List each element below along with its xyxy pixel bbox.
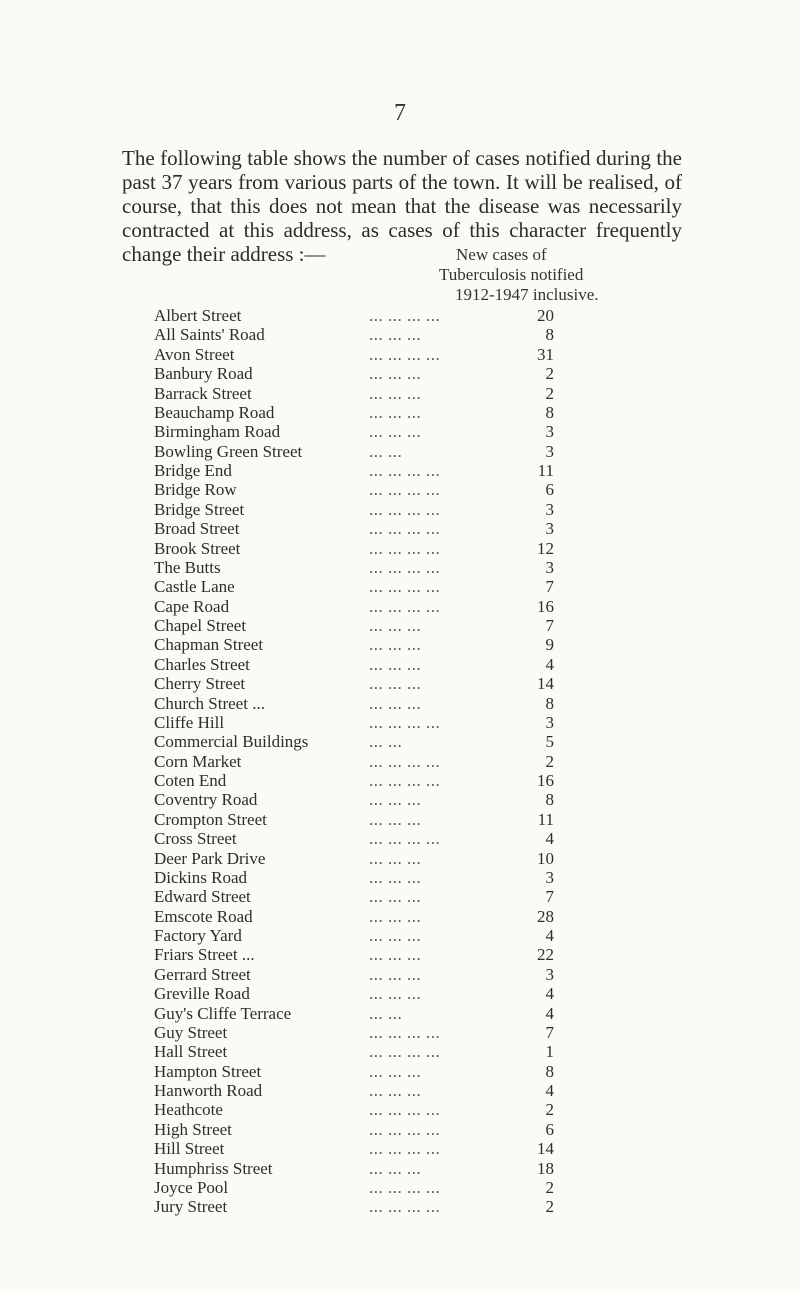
street-name: Brook Street (154, 538, 241, 558)
case-count: 4 (545, 654, 554, 674)
table-row (154, 1004, 554, 1023)
street-name: Hill Street (154, 1139, 225, 1159)
leader-dots: ... ... ... ... (369, 306, 441, 325)
intro-paragraph: The following table shows the number of cases notified during the past 37 years from various parts of the town. It will be realised, of course, that this does not mean that the disease was necessarily contracted at this address, as cases of this character frequently change their address :— (122, 146, 682, 266)
leader-dots: ... ... ... (369, 422, 422, 442)
case-count: 2 (545, 383, 554, 403)
leader-dots: ... ... ... ... (369, 461, 441, 480)
table-row (154, 384, 554, 403)
case-count: 4 (545, 1081, 554, 1100)
leader-dots: ... ... ... ... (369, 1100, 441, 1120)
table-row (154, 907, 554, 926)
case-count: 7 (545, 1022, 554, 1042)
case-count: 4 (545, 829, 554, 849)
leader-dots: ... ... ... ... (369, 538, 441, 558)
street-name: Birmingham Road (154, 422, 281, 442)
page-number: 7 (394, 100, 406, 126)
table-row (154, 810, 554, 829)
table-row (154, 790, 554, 809)
table-row (154, 1042, 554, 1061)
table-row (154, 1120, 554, 1139)
street-name: Bridge Row (154, 480, 237, 500)
leader-dots: ... ... ... ... (369, 1022, 441, 1042)
case-count: 3 (545, 712, 554, 732)
table-row (154, 965, 554, 984)
table-row (154, 364, 554, 383)
street-name: Castle Lane (154, 577, 235, 597)
street-name: Jury Street (154, 1197, 228, 1217)
case-count: 6 (545, 480, 554, 500)
case-count: 2 (545, 364, 554, 384)
table-row (154, 849, 554, 868)
case-count: 3 (545, 499, 554, 519)
leader-dots: ... ... ... ... (369, 480, 441, 500)
leader-dots: ... ... ... ... (369, 1177, 441, 1197)
leader-dots: ... ... ... (369, 693, 422, 713)
case-count: 7 (545, 887, 554, 907)
table-row (154, 655, 554, 674)
table-row (154, 500, 554, 519)
case-count: 8 (545, 790, 554, 810)
leader-dots: ... ... ... (369, 1158, 422, 1178)
case-count: 16 (537, 596, 554, 616)
leader-dots: ... ... (369, 441, 403, 461)
table-row (154, 442, 554, 461)
case-count: 14 (537, 674, 554, 694)
table-row (154, 674, 554, 693)
leader-dots: ... ... ... (369, 1081, 422, 1100)
table-row (154, 1100, 554, 1119)
column-heading-line-2: Tuberculosis notified (439, 265, 584, 284)
table-row (154, 325, 554, 344)
street-name: Edward Street (154, 887, 251, 907)
street-name: Hampton Street (154, 1061, 262, 1081)
table-row (154, 597, 554, 616)
street-name: Emscote Road (154, 906, 253, 926)
leader-dots: ... ... ... ... (369, 344, 441, 364)
case-count: 12 (537, 538, 554, 558)
case-count: 3 (545, 519, 554, 539)
street-name: Bridge Street (154, 499, 245, 519)
street-name: High Street (154, 1119, 232, 1139)
table-row (154, 480, 554, 499)
street-name: All Saints' Road (154, 325, 265, 345)
leader-dots: ... ... ... ... (369, 577, 441, 597)
leader-dots: ... ... ... (369, 674, 422, 694)
table-row (154, 403, 554, 422)
street-name: Charles Street (154, 654, 250, 674)
case-count: 7 (545, 616, 554, 635)
table-row (154, 1178, 554, 1197)
case-count: 6 (545, 1119, 554, 1139)
case-count: 3 (545, 441, 554, 461)
case-count: 1 (545, 1042, 554, 1062)
street-name: Cliffe Hill (154, 712, 225, 732)
leader-dots: ... ... ... (369, 906, 422, 926)
case-count: 3 (545, 557, 554, 577)
leader-dots: ... ... ... (369, 848, 422, 868)
table-row (154, 713, 554, 732)
column-heading-line-3: 1912-1947 inclusive. (455, 285, 599, 304)
leader-dots: ... ... ... (369, 654, 422, 674)
table-row (154, 519, 554, 538)
street-name: Coten End (154, 771, 227, 790)
leader-dots: ... ... ... (369, 325, 422, 345)
case-count: 18 (537, 1158, 554, 1178)
table-row (154, 558, 554, 577)
case-count: 2 (545, 1177, 554, 1197)
case-count: 8 (545, 1061, 554, 1081)
case-count: 14 (537, 1139, 554, 1159)
leader-dots: ... ... ... ... (369, 829, 441, 849)
leader-dots: ... ... ... (369, 635, 422, 655)
case-count: 11 (537, 809, 554, 829)
table-row (154, 868, 554, 887)
leader-dots: ... ... ... ... (369, 1042, 441, 1062)
column-heading-line-1: New cases of (456, 245, 547, 264)
table-row (154, 539, 554, 558)
leader-dots: ... ... ... (369, 790, 422, 810)
leader-dots: ... ... ... ... (369, 751, 441, 771)
table-row (154, 345, 554, 364)
street-name: Gerrard Street (154, 964, 251, 984)
leader-dots: ... ... ... ... (369, 1197, 441, 1217)
case-count: 10 (537, 848, 554, 868)
street-name: Cherry Street (154, 674, 246, 694)
case-count: 11 (537, 461, 554, 480)
leader-dots: ... ... ... ... (369, 499, 441, 519)
leader-dots: ... ... ... (369, 383, 422, 403)
table-row (154, 577, 554, 596)
street-name: Factory Yard (154, 926, 242, 945)
street-name: Deer Park Drive (154, 848, 266, 868)
leader-dots: ... ... ... (369, 809, 422, 829)
leader-dots: ... ... ... (369, 984, 422, 1004)
table-row (154, 1062, 554, 1081)
case-count: 8 (545, 693, 554, 713)
table-row (154, 771, 554, 790)
table-row (154, 635, 554, 654)
case-count: 4 (545, 926, 554, 945)
table-row (154, 945, 554, 964)
leader-dots: ... ... ... (369, 964, 422, 984)
street-name: Broad Street (154, 519, 240, 539)
case-count: 22 (537, 945, 554, 965)
case-count: 3 (545, 422, 554, 442)
street-name: Heathcote (154, 1100, 223, 1120)
street-name: Corn Market (154, 751, 242, 771)
leader-dots: ... ... ... (369, 945, 422, 965)
street-name: Humphriss Street (154, 1158, 273, 1178)
street-name: Beauchamp Road (154, 402, 275, 422)
leader-dots: ... ... ... ... (369, 557, 441, 577)
case-count: 8 (545, 402, 554, 422)
street-name: Greville Road (154, 984, 250, 1004)
table-row (154, 1159, 554, 1178)
street-name: Dickins Road (154, 867, 248, 887)
table-row (154, 616, 554, 635)
leader-dots: ... ... ... ... (369, 1139, 441, 1159)
table-row (154, 984, 554, 1003)
case-count: 4 (545, 984, 554, 1004)
leader-dots: ... ... ... (369, 887, 422, 907)
street-name: Chapman Street (154, 635, 264, 655)
street-name: Friars Street ... (154, 945, 255, 965)
street-name: Commercial Buildings (154, 732, 309, 752)
leader-dots: ... ... ... (369, 1061, 422, 1081)
street-name: Albert Street (154, 306, 242, 325)
column-heading (396, 245, 716, 305)
street-name: Coventry Road (154, 790, 258, 810)
street-name: The Butts (154, 557, 221, 577)
leader-dots: ... ... ... (369, 364, 422, 384)
leader-dots: ... ... ... (369, 616, 422, 635)
leader-dots: ... ... ... (369, 926, 422, 945)
table-row (154, 1139, 554, 1158)
table-row (154, 306, 554, 325)
table-row (154, 1023, 554, 1042)
street-name: Cross Street (154, 829, 237, 849)
case-count: 2 (545, 1100, 554, 1120)
leader-dots: ... ... ... ... (369, 519, 441, 539)
street-name: Church Street ... (154, 693, 265, 713)
street-name: Guy Street (154, 1022, 228, 1042)
table-row (154, 926, 554, 945)
table-row (154, 422, 554, 441)
table-row (154, 1197, 554, 1216)
table-row (154, 887, 554, 906)
table-row (154, 1081, 554, 1100)
case-count: 28 (537, 906, 554, 926)
case-count: 8 (545, 325, 554, 345)
table-row (154, 694, 554, 713)
street-name: Hall Street (154, 1042, 228, 1062)
street-name: Cape Road (154, 596, 230, 616)
street-name: Banbury Road (154, 364, 253, 384)
leader-dots: ... ... ... (369, 867, 422, 887)
leader-dots: ... ... ... ... (369, 1119, 441, 1139)
leader-dots: ... ... ... ... (369, 596, 441, 616)
case-count: 2 (545, 1197, 554, 1217)
street-name: Avon Street (154, 344, 235, 364)
leader-dots: ... ... (369, 732, 403, 752)
case-count: 4 (545, 1003, 554, 1023)
street-name: Bridge End (154, 461, 232, 480)
leader-dots: ... ... ... ... (369, 712, 441, 732)
street-name: Guy's Cliffe Terrace (154, 1003, 292, 1023)
leader-dots: ... ... (369, 1003, 403, 1023)
case-count: 16 (537, 771, 554, 790)
case-count: 3 (545, 867, 554, 887)
street-name: Barrack Street (154, 383, 252, 403)
table-row (154, 829, 554, 848)
case-count: 5 (545, 732, 554, 752)
leader-dots: ... ... ... (369, 402, 422, 422)
case-count: 9 (545, 635, 554, 655)
street-name: Hanworth Road (154, 1081, 263, 1100)
street-name: Bowling Green Street (154, 441, 303, 461)
case-count: 2 (545, 751, 554, 771)
street-name: Joyce Pool (154, 1177, 229, 1197)
cases-table (154, 306, 554, 1217)
street-name: Crompton Street (154, 809, 267, 829)
case-count: 7 (545, 577, 554, 597)
table-row (154, 461, 554, 480)
case-count: 20 (537, 306, 554, 325)
leader-dots: ... ... ... ... (369, 771, 441, 790)
case-count: 3 (545, 964, 554, 984)
table-row (154, 732, 554, 751)
table-row (154, 752, 554, 771)
case-count: 31 (537, 344, 554, 364)
street-name: Chapel Street (154, 616, 247, 635)
